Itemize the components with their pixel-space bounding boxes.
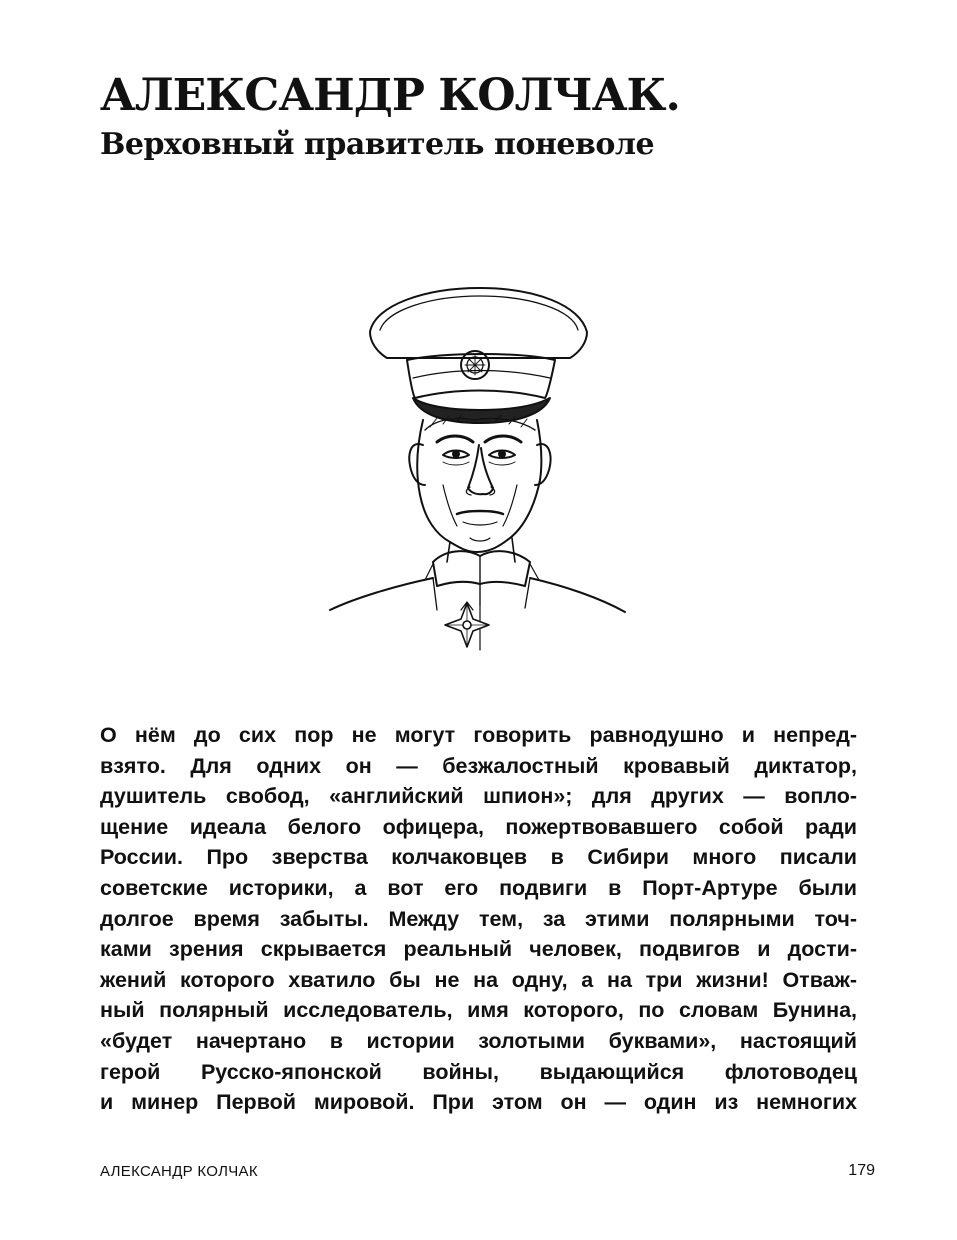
order-cross — [445, 603, 489, 647]
body-line: долгое время забыты. Между тем, за этими полярными точ- — [100, 906, 857, 931]
page-subtitle: Верховный правитель поневоле — [100, 127, 655, 162]
body-line: России. Про зверства колчаковцев в Сибири много писали — [100, 845, 857, 870]
body-line: советские историки, а вот его подвиги в Порт-Артуре были — [100, 875, 857, 900]
body-line: душитель свобод, «английский шпион»; для других — вопло- — [100, 784, 857, 809]
body-line: взято. Для одних он — безжалостный кровавый диктатор, — [100, 753, 857, 778]
body-line: О нём до сих пор не могут говорить равнодушно и непред- — [100, 723, 857, 747]
brow-left — [437, 436, 473, 442]
portrait-illustration — [325, 280, 633, 655]
body-line: ками зрения скрывается реальный человек, подвигов и дости- — [100, 937, 857, 962]
brow-right — [485, 436, 521, 442]
page-number: 179 — [848, 1162, 875, 1179]
body-line: щение идеала белого офицера, пожертвовавшего собой ради — [100, 814, 857, 839]
ear-right — [535, 444, 551, 485]
cap-crown — [370, 288, 587, 358]
body-line: «будет начертано в истории золотыми буквами», настоящий — [100, 1028, 857, 1053]
body-line: герой Русско-японской войны, выдающийся флотоводец — [100, 1059, 857, 1084]
nose — [468, 445, 493, 494]
cap-crown-inner — [380, 296, 578, 330]
mouth — [457, 511, 503, 514]
body-line: жений которого хватило бы не на одну, а на три жизни! Отваж- — [100, 967, 857, 992]
face-outline — [417, 420, 541, 552]
page-title: АЛЕКСАНДР КОЛЧАК. — [100, 70, 680, 121]
running-title: АЛЕКСАНДР КОЛЧАК — [100, 1163, 258, 1180]
body-line: ный полярный исследователь, имя которого, по словам Бунина, — [100, 998, 857, 1023]
body-line: и минер Первой мировой. При этом он — один из немногих — [100, 1090, 857, 1115]
body-paragraph — [100, 720, 857, 1118]
